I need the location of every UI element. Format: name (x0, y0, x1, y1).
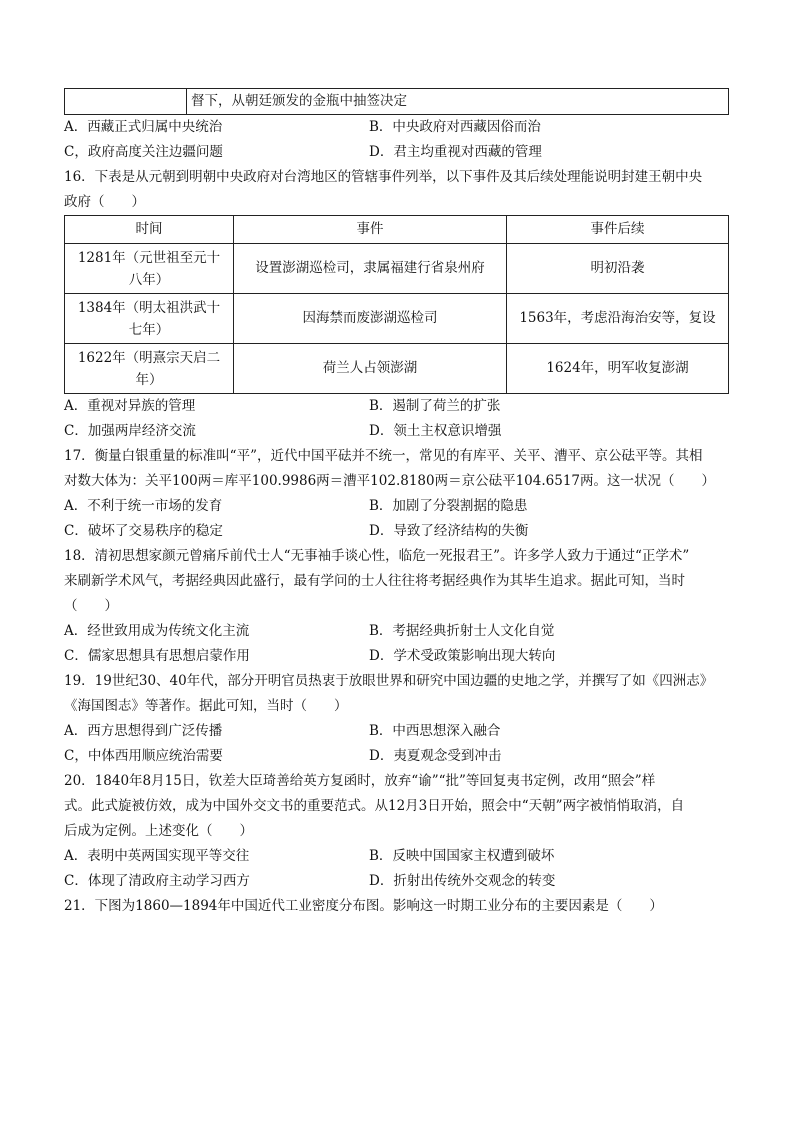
option-a[interactable]: A．西方思想得到广泛传播 (64, 723, 223, 739)
q20-stem-line: 后成为定例。上述变化（ ） (64, 823, 253, 839)
time-line: 年） (135, 371, 163, 388)
q19-stem-line: 《海国图志》等著作。据此可知，当时（ ） (64, 698, 348, 714)
option-c[interactable]: C，政府高度关注边疆问题 (64, 144, 223, 160)
q15-table-fragment (64, 88, 729, 115)
option-d[interactable]: D．导致了经济结构的失衡 (369, 523, 529, 539)
time-line: 1384年（明太祖洪武十 (77, 299, 221, 316)
column-header-event: 事件 (234, 216, 507, 244)
exam-page (64, 88, 732, 919)
option-a[interactable]: A．表明中英两国实现平等交往 (64, 848, 250, 864)
table-cell-time (65, 244, 234, 294)
table-cell-event: 设置澎湖巡检司，隶属福建行省泉州府 (234, 244, 507, 294)
q20-options (64, 844, 732, 894)
option-c[interactable]: C，中体西用顺应统治需要 (64, 748, 223, 764)
option-b[interactable]: B．遏制了荷兰的扩张 (369, 398, 501, 414)
option-a[interactable]: A．不利于统一市场的发育 (64, 498, 223, 514)
q18-stem-line: 来刷新学术风气，考据经典因此盛行，最有学问的士人往往将考据经典作为其毕生追求。据此可知，当时 (64, 573, 685, 589)
table-cell-event: 荷兰人占领澎湖 (234, 344, 507, 394)
table-row (65, 344, 729, 394)
table-cell: 督下，从朝廷颁发的金瓶中抽签决定 (187, 89, 729, 115)
table-cell-follow: 明初沿袭 (507, 244, 729, 294)
q20-stem-line: 式。此式旋被仿效，成为中国外交文书的重要范式。从12月3日开始，照会中“天朝”两字被悄悄取消，自 (64, 798, 685, 814)
option-c[interactable]: C．体现了清政府主动学习西方 (64, 873, 250, 889)
option-b[interactable]: B．中央政府对西藏因俗而治 (369, 119, 541, 135)
q17-stem-line: 17．衡量白银重量的标准叫“平”，近代中国平砝并不统一，常见的有库平、关平、漕平、京公砝平等。其相 (64, 448, 703, 464)
option-d[interactable]: D．学术受政策影响出现大转向 (369, 648, 556, 664)
table-row (65, 244, 729, 294)
q21-stem-line: 21．下图为1860—1894年中国近代工业密度分布图。影响这一时期工业分布的主要因素是（ ） (64, 898, 663, 914)
q19-stem-line: 19．19世纪30、40年代，部分开明官员热衷于放眼世界和研究中国边疆的史地之学，并撰写了如《四洲志》 (64, 673, 714, 689)
q19-options (64, 719, 732, 769)
time-line: 八年） (128, 271, 170, 288)
q15-options (64, 115, 732, 165)
q16-table (64, 215, 729, 394)
option-a[interactable]: A．经世致用成为传统文化主流 (64, 623, 250, 639)
option-b[interactable]: B．中西思想深入融合 (369, 723, 501, 739)
q18-stem-line: （ ） (64, 598, 118, 614)
q18-stem-line: 18．清初思想家颜元曾痛斥前代士人“无事袖手谈心性，临危一死报君王”。许多学人致力于通过“正学术” (64, 548, 690, 564)
option-d[interactable]: D．君主均重视对西藏的管理 (369, 144, 542, 160)
table-cell-follow: 1624年，明军收复澎湖 (507, 344, 729, 394)
option-a[interactable]: A．重视对异族的管理 (64, 398, 196, 414)
table-cell-time (65, 294, 234, 344)
option-d[interactable]: D．折射出传统外交观念的转变 (369, 873, 556, 889)
q16-stem-line: 政府（ ） (64, 194, 145, 210)
option-d[interactable]: D．领土主权意识增强 (369, 423, 502, 439)
table-cell-event: 因海禁而废澎湖巡检司 (234, 294, 507, 344)
option-c[interactable]: C．加强两岸经济交流 (64, 423, 196, 439)
option-b[interactable]: B．考据经典折射士人文化自觉 (369, 623, 555, 639)
table-cell-empty (65, 89, 187, 115)
table-header-row (65, 216, 729, 244)
q17-stem-line: 对数大体为：关平100两＝库平100.9986两＝漕平102.8180两＝京公砝平104.6517两。这一状况（ ） (64, 473, 716, 489)
time-line: 七年） (128, 321, 170, 338)
table-cell-time (65, 344, 234, 394)
option-d[interactable]: D．夷夏观念受到冲击 (369, 748, 502, 764)
q17-options (64, 494, 732, 544)
q16-stem-line: 16．下表是从元朝到明朝中央政府对台湾地区的管辖事件列举，以下事件及其后续处理能说明封建王朝中央 (64, 169, 703, 185)
option-c[interactable]: C．破坏了交易秩序的稳定 (64, 523, 223, 539)
table-row (65, 294, 729, 344)
time-line: 1281年（元世祖至元十 (77, 249, 221, 266)
option-a[interactable]: A．西藏正式归属中央统治 (64, 119, 223, 135)
q16-options (64, 394, 732, 444)
column-header-follow: 事件后续 (507, 216, 729, 244)
q20-stem-line: 20．1840年8月15日，钦差大臣琦善给英方复函时，放弃“谕”“批”等回复夷书定例，改用“照会”样 (64, 773, 656, 789)
option-b[interactable]: B．反映中国国家主权遭到破坏 (369, 848, 555, 864)
column-header-time: 时间 (65, 216, 234, 244)
option-c[interactable]: C．儒家思想具有思想启蒙作用 (64, 648, 250, 664)
q18-options (64, 619, 732, 669)
time-line: 1622年（明熹宗天启二 (77, 349, 221, 366)
table-row (65, 89, 729, 115)
table-cell-follow: 1563年，考虑沿海治安等，复设 (507, 294, 729, 344)
option-b[interactable]: B．加剧了分裂割据的隐患 (369, 498, 528, 514)
